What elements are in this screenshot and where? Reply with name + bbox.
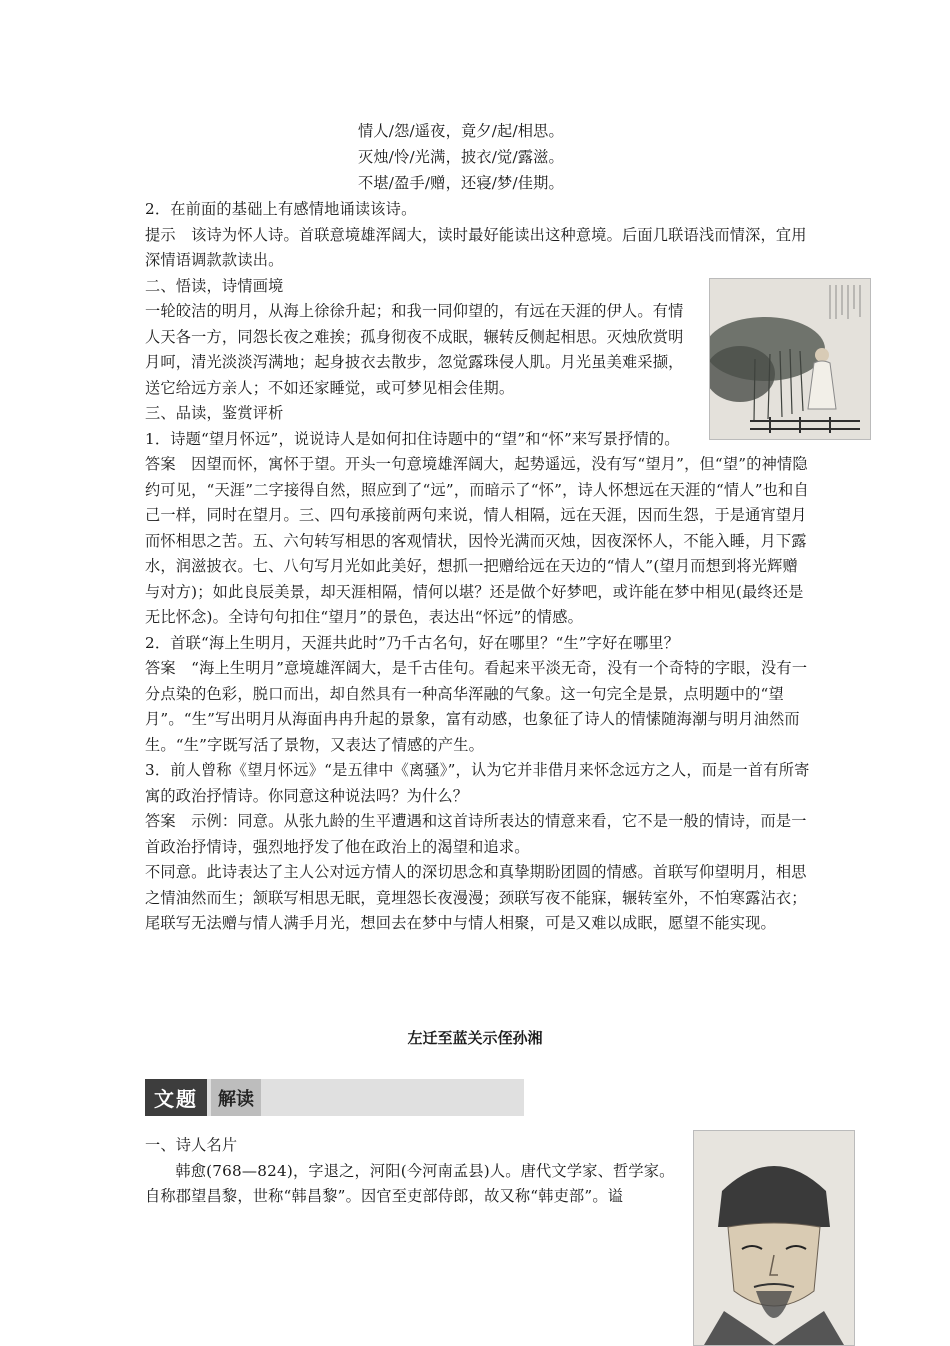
painting-illustration bbox=[710, 279, 870, 439]
poet-paragraph: 韩愈(768—824)，字退之，河阳(今河南孟县)人。唐代文学家、哲学家。自称郡望昌黎，世称“韩昌黎”。因官至吏部侍郎，故又称“韩吏部”。谥 bbox=[145, 1161, 675, 1205]
poem-line-2: 灭烛/怜/光满，披衣/觉/露滋。 bbox=[358, 148, 564, 166]
poem-lines bbox=[358, 118, 564, 196]
landscape-painting-image bbox=[709, 278, 871, 440]
answer-3: 答案 示例：同意。从张九龄的生平遭遇和这首诗所表达的情意来看，它不是一般的情诗，而是一首政治抒情诗，强烈地抒发了他在政治上的渴望和追求。 bbox=[145, 812, 807, 856]
poet-portrait-image bbox=[693, 1130, 855, 1346]
poem-line-3: 不堪/盈手/赠，还寝/梦/佳期。 bbox=[358, 174, 564, 192]
answer-1: 答案 因望而怀，寓怀于望。开头一句意境雄浑阔大，起势遥远，没有写“望月”，但“望”的神情隐约可见，“天涯”二字接得自然，照应到了“远”，而暗示了“怀”，诗人怀想远在天涯的“情人”也和自己一样，同时在望月。三、四句承接前两句来说，情人相隔，远在天涯，因而生怨，于是通宵望月而怀相思之苦。五、六句转写相思的客观情状，因怜光满而灭烛，因夜深怀人，不能入睡，月下露水，润滋披衣。七、八句写月光如此美好，想抓一把赠给远在天边的“情人”(望月而想到将光辉赠与对方)；如此良辰美景，却天涯相隔，情何以堪？还是做个好梦吧，或许能在梦中相见(最终还是无比怀念)。全诗句句扣住“望月”的景色，表达出“怀远”的情感。 bbox=[145, 455, 809, 626]
banner-label-jiedu: 解读 bbox=[211, 1079, 261, 1116]
wudu-paragraph: 一轮皎洁的明月，从海上徐徐升起；和我一同仰望的，有远在天涯的伊人。有情人天各一方，同怨长夜之难挨；孤身彻夜不成眠，辗转反侧起相思。灭烛欣赏明月呵，清光淡淡泻满地；起身披衣去散步，忽觉露珠侵人肌。月光虽美难采撷，送它给远方亲人；不如还家睡觉，或可梦见相会佳期。 bbox=[145, 302, 684, 397]
answer-3-alt: 不同意。此诗表达了主人公对远方情人的深切思念和真挚期盼团圆的情感。首联写仰望明月，相思之情油然而生；颔联写相思无眠，竟埋怨长夜漫漫；颈联写夜不能寐，辗转室外，不怕寒露沾衣；尾联写无法赠与情人满手月光，想回去在梦中与情人相聚，可是又难以成眠，愿望不能实现。 bbox=[145, 863, 807, 932]
banner-label-wenti: 文题 bbox=[145, 1079, 207, 1116]
section-heading-wudu: 二、悟读，诗情画境 bbox=[145, 276, 284, 295]
question-read-aloud: 2．在前面的基础上有感情地诵读该诗。 bbox=[145, 200, 417, 218]
poet-section bbox=[145, 1133, 685, 1210]
answer-2: 答案 “海上生明月”意境雄浑阔大，是千古佳句。看起来平淡无奇，没有一个奇特的字眼，没有一分点染的色彩，脱口而出，却自然具有一种高华浑融的气象。这一句完全是景，点明题中的“望月”。“生”写出明月从海面冉冉升起的景象，富有动感，也象征了诗人的情愫随海潮与明月油然而生。“生”字既写活了景物，又表达了情感的产生。 bbox=[145, 659, 808, 754]
question-2: 2．首联“海上生明月，天涯共此时”乃千古名句，好在哪里？“生”字好在哪里？ bbox=[145, 633, 680, 652]
poem-line-1: 情人/怨/遥夜，竟夕/起/相思。 bbox=[358, 122, 564, 140]
section-banner bbox=[145, 1079, 524, 1116]
question-1: 1．诗题“望月怀远”，说说诗人是如何扣住诗题中的“望”和“怀”来写景抒情的。 bbox=[145, 429, 680, 448]
question-3: 3．前人曾称《望月怀远》“是五律中《离骚》”，认为它并非借月来怀念远方之人，而是一首有所寄寓的政治抒情诗。你同意这种说法吗？为什么？ bbox=[145, 761, 810, 805]
poem-title: 左迁至蓝关示侄孙湘 bbox=[407, 1029, 543, 1047]
section-heading-poet: 一、诗人名片 bbox=[145, 1136, 238, 1154]
portrait-illustration bbox=[694, 1131, 854, 1345]
tip-paragraph: 提示 该诗为怀人诗。首联意境雄浑阔大，读时最好能读出这种意境。后面几联语浅而情深，宜用深情语调款款读出。 bbox=[145, 225, 807, 269]
section-heading-pindu: 三、品读，鉴赏评析 bbox=[145, 404, 284, 422]
